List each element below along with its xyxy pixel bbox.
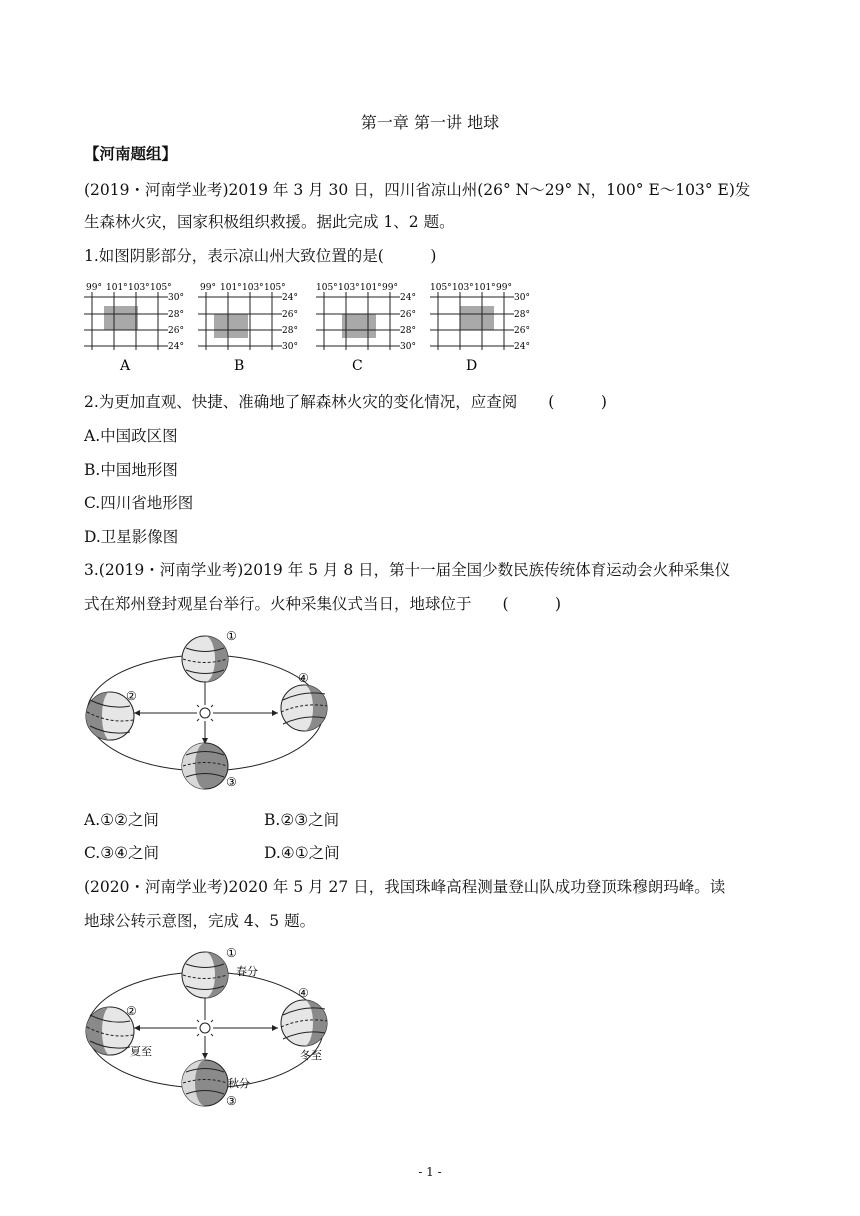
grid-b-right-2: 26° [282,310,298,320]
grid-c-top-3: 101° [360,283,382,293]
orbit1-marker-2: ② [126,689,137,703]
question-2: 2.为更加直观、快捷、准确地了解森林火灾的变化情况，应查阅 ( ) [84,393,607,411]
grid-a-right-1: 30° [168,293,184,303]
grid-b-label: B [234,358,245,374]
q2-option-a: A.中国政区图 [84,427,178,445]
grid-d-right-1: 30° [514,293,530,303]
intro-2-line-2: 地球公转示意图，完成 4、5 题。 [84,912,316,930]
page-number: - 1 - [418,1165,442,1179]
grid-a-shade [104,306,138,330]
orbit2-marker-4: ④ [298,986,309,1000]
q3-option-d: D.④①之间 [264,844,340,862]
grid-c-label: C [352,358,363,374]
grid-a-right-2: 28° [168,310,184,320]
orbit2-marker-2: ② [126,1004,137,1018]
grid-a-top-4: 105° [150,283,172,293]
grid-c [316,283,416,374]
grid-c-right-3: 28° [400,326,416,336]
grid-d-top-1: 105° [430,283,452,293]
grid-a-right-4: 24° [168,342,184,352]
grid-c-top-1: 105° [316,283,338,293]
grid-c-shade [342,314,376,338]
grid-b-top-1: 99° [200,283,216,293]
grid-b-right-3: 28° [282,326,298,336]
orbit-diagram-2 [80,945,340,1113]
grid-b-top-4: 105° [264,283,286,293]
earth-icon-right [281,1000,327,1046]
earth-icon-right [281,685,327,731]
grid-d-top-3: 101° [474,283,496,293]
orbit2-marker-1: ① [226,946,237,960]
grid-a-label: A [120,358,131,374]
intro-1-line-2: 生森林火灾，国家积极组织救援。据此完成 1、2 题。 [84,213,455,231]
page-title: 第一章 第一讲 地球 [360,113,500,132]
group-heading: 【河南题组】 [84,145,178,163]
orbit-diagram-1 [80,628,340,793]
grid-a-top-3: 103° [128,283,150,293]
orbit1-marker-3: ③ [226,775,237,789]
orbit1-marker-1: ① [226,629,237,643]
grid-b-top-2: 101° [220,283,242,293]
q1-grid-figures [84,280,544,376]
earth-icon-top [182,636,228,682]
sun-icon [194,1017,216,1039]
grid-d-top-4: 99° [496,283,512,293]
grid-d-right-3: 26° [514,326,530,336]
orbit2-label-autumn: 秋分 [228,1077,250,1090]
grid-d-right-4: 24° [514,342,530,352]
q3-option-a: A.①②之间 [84,811,159,829]
grid-b-shade [214,314,248,338]
earth-icon-bottom [182,743,228,789]
grid-d-top-2: 103° [452,283,474,293]
grid-a [84,283,184,374]
intro-2-line-1: (2020・河南学业考)2020 年 5 月 27 日，我国珠峰高程测量登山队成功登顶珠穆朗玛峰。读 [84,878,726,896]
grid-d-label: D [466,358,478,374]
grid-a-top-2: 101° [106,283,128,293]
orbit2-marker-3: ③ [226,1094,237,1108]
q2-option-d: D.卫星影像图 [84,528,179,546]
grid-b-right-1: 24° [282,293,298,303]
earth-icon-top [182,952,228,998]
grid-c-right-2: 26° [400,310,416,320]
question-3-line-2: 式在郑州登封观星台举行。火种采集仪式当日，地球位于 ( ) [84,595,562,613]
earth-icon-bottom [182,1060,228,1106]
grid-a-right-3: 26° [168,326,184,336]
question-1: 1.如图阴影部分，表示凉山州大致位置的是( ) [84,247,437,265]
grid-d-shade [460,306,494,330]
grid-d [430,283,530,374]
q2-option-b: B.中国地形图 [84,461,178,479]
q3-option-b: B.②③之间 [264,811,340,829]
grid-b [198,283,298,374]
grid-b-top-3: 103° [242,283,264,293]
q3-option-c: C.③④之间 [84,844,160,862]
grid-a-top-1: 99° [86,283,102,293]
grid-d-right-2: 28° [514,310,530,320]
orbit2-label-spring: 春分 [236,965,258,978]
grid-c-top-4: 99° [382,283,398,293]
orbit2-label-winter: 冬至 [300,1049,322,1062]
grid-c-right-4: 30° [400,342,416,352]
grid-c-right-1: 24° [400,293,416,303]
intro-1-line-1: (2019・河南学业考)2019 年 3 月 30 日，四川省凉山州(26° N～29° N，100° E～103° E)发 [84,181,751,199]
q2-option-c: C.四川省地形图 [84,494,194,512]
orbit1-marker-4: ④ [298,671,309,685]
grid-c-top-2: 103° [338,283,360,293]
grid-b-right-4: 30° [282,342,298,352]
sun-icon [194,702,216,724]
orbit2-label-summer: 夏至 [130,1045,152,1058]
question-3-line-1: 3.(2019・河南学业考)2019 年 5 月 8 日，第十一届全国少数民族传统体育运动会火种采集仪 [84,561,731,579]
